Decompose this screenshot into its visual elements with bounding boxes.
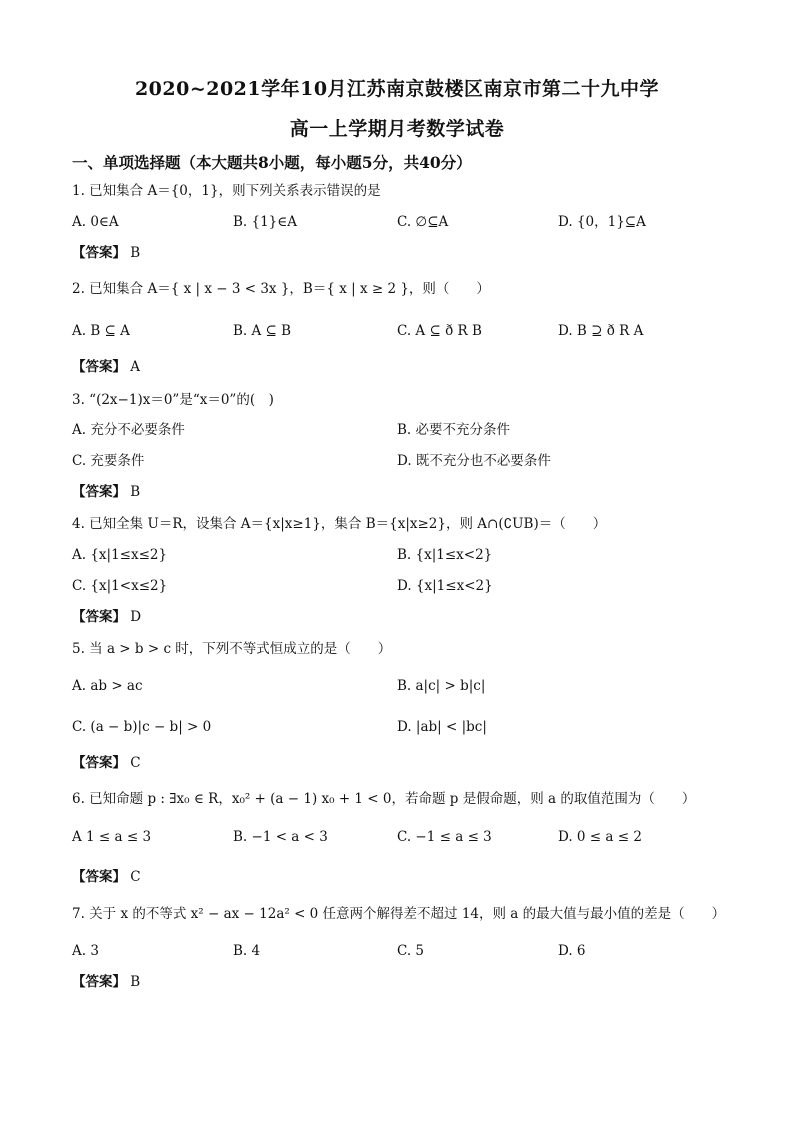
question-4-option-a: A. {x|1≤x≤2} (72, 547, 168, 563)
section-heading: 一、单项选择题（本大题共8小题，每小题5分，共40分） (72, 153, 472, 172)
question-6-option-b: B. −1 < a < 3 (233, 829, 328, 845)
answer-value: D (130, 609, 142, 625)
question-7-option-a: A. 3 (72, 943, 99, 959)
question-2-option-c: C. A ⊆ ð R B (397, 323, 482, 339)
question-2-answer (72, 358, 140, 376)
question-1-option-a: A. 0∈A (72, 214, 119, 230)
answer-label: 【答案】 (72, 974, 126, 990)
answer-label: 【答案】 (72, 869, 126, 885)
question-3-answer (72, 483, 140, 501)
answer-label: 【答案】 (72, 484, 126, 500)
question-6-option-a: A 1 ≤ a ≤ 3 (72, 829, 152, 845)
exam-title-line2: 高一上学期月考数学试卷 (289, 118, 505, 140)
question-6-stem: 6. 已知命题 p : ∃x₀ ∈ R，x₀² + (a − 1) x₀ + 1 < 0，若命题 p 是假命题，则 a 的取值范围为（ ） (72, 791, 696, 807)
question-2-option-d: D. B ⊇ ð R A (558, 323, 644, 339)
question-6-answer (72, 868, 141, 886)
question-2-stem: 2. 已知集合 A＝{ x | x − 3 < 3x }，B＝{ x | x ≥ 2 }，则（ ） (72, 281, 490, 297)
question-3-option-a: A. 充分不必要条件 (72, 422, 185, 438)
answer-value: C (130, 755, 141, 771)
question-1-answer (72, 244, 140, 262)
question-5-option-d: D. |ab| < |bc| (397, 719, 487, 735)
question-1-option-c: C. ∅⊆A (397, 214, 449, 230)
answer-value: A (130, 359, 141, 375)
question-1-stem: 1. 已知集合 A＝{0，1}，则下列关系表示错误的是 (72, 183, 381, 199)
answer-value: B (130, 974, 141, 990)
question-7-option-c: C. 5 (397, 943, 425, 959)
answer-label: 【答案】 (72, 245, 126, 261)
question-7-stem: 7. 关于 x 的不等式 x² − ax − 12a² < 0 任意两个解得差不超过 14，则 a 的最大值与最小值的差是（ ） (72, 906, 726, 922)
question-4-answer (72, 608, 141, 626)
answer-label: 【答案】 (72, 755, 126, 771)
answer-value: B (130, 484, 141, 500)
question-1-option-d: D. {0，1}⊆A (558, 214, 646, 230)
question-2-option-a: A. B ⊆ A (72, 323, 130, 339)
question-5-option-a: A. ab > ac (72, 678, 143, 694)
question-4-option-c: C. {x|1<x≤2} (72, 578, 168, 594)
answer-label: 【答案】 (72, 609, 126, 625)
exam-title-line1: 2020~2021学年10月江苏南京鼓楼区南京市第二十九中学 (134, 78, 660, 100)
question-1-option-b: B. {1}∈A (233, 214, 298, 230)
answer-label: 【答案】 (72, 359, 126, 375)
question-4-option-b: B. {x|1≤x<2} (397, 547, 493, 563)
question-4-option-d: D. {x|1≤x<2} (397, 578, 493, 594)
question-5-stem: 5. 当 a > b > c 时，下列不等式恒成立的是（ ） (72, 641, 392, 657)
question-2-option-b: B. A ⊆ B (233, 323, 292, 339)
question-5-option-c: C. (a − b)|c − b| > 0 (72, 719, 212, 735)
question-6-option-c: C. −1 ≤ a ≤ 3 (397, 829, 492, 845)
question-3-option-d: D. 既不充分也不必要条件 (397, 453, 551, 469)
question-3-option-b: B. 必要不充分条件 (397, 422, 511, 438)
question-7-option-d: D. 6 (558, 943, 586, 959)
question-5-option-b: B. a|c| > b|c| (397, 678, 486, 694)
question-7-option-b: B. 4 (233, 943, 261, 959)
question-5-answer (72, 754, 141, 772)
answer-value: B (130, 245, 141, 261)
answer-value: C (130, 869, 141, 885)
question-6-option-d: D. 0 ≤ a ≤ 2 (558, 829, 642, 845)
question-4-stem: 4. 已知全集 U＝R，设集合 A＝{x|x≥1}，集合 B＝{x|x≥2}，则 A∩(∁UB)＝（ ） (72, 516, 607, 532)
question-3-stem: 3. “(2x−1)x＝0”是“x＝0”的( ) (72, 392, 274, 408)
question-3-option-c: C. 充要条件 (72, 453, 145, 469)
question-7-answer (72, 973, 140, 991)
